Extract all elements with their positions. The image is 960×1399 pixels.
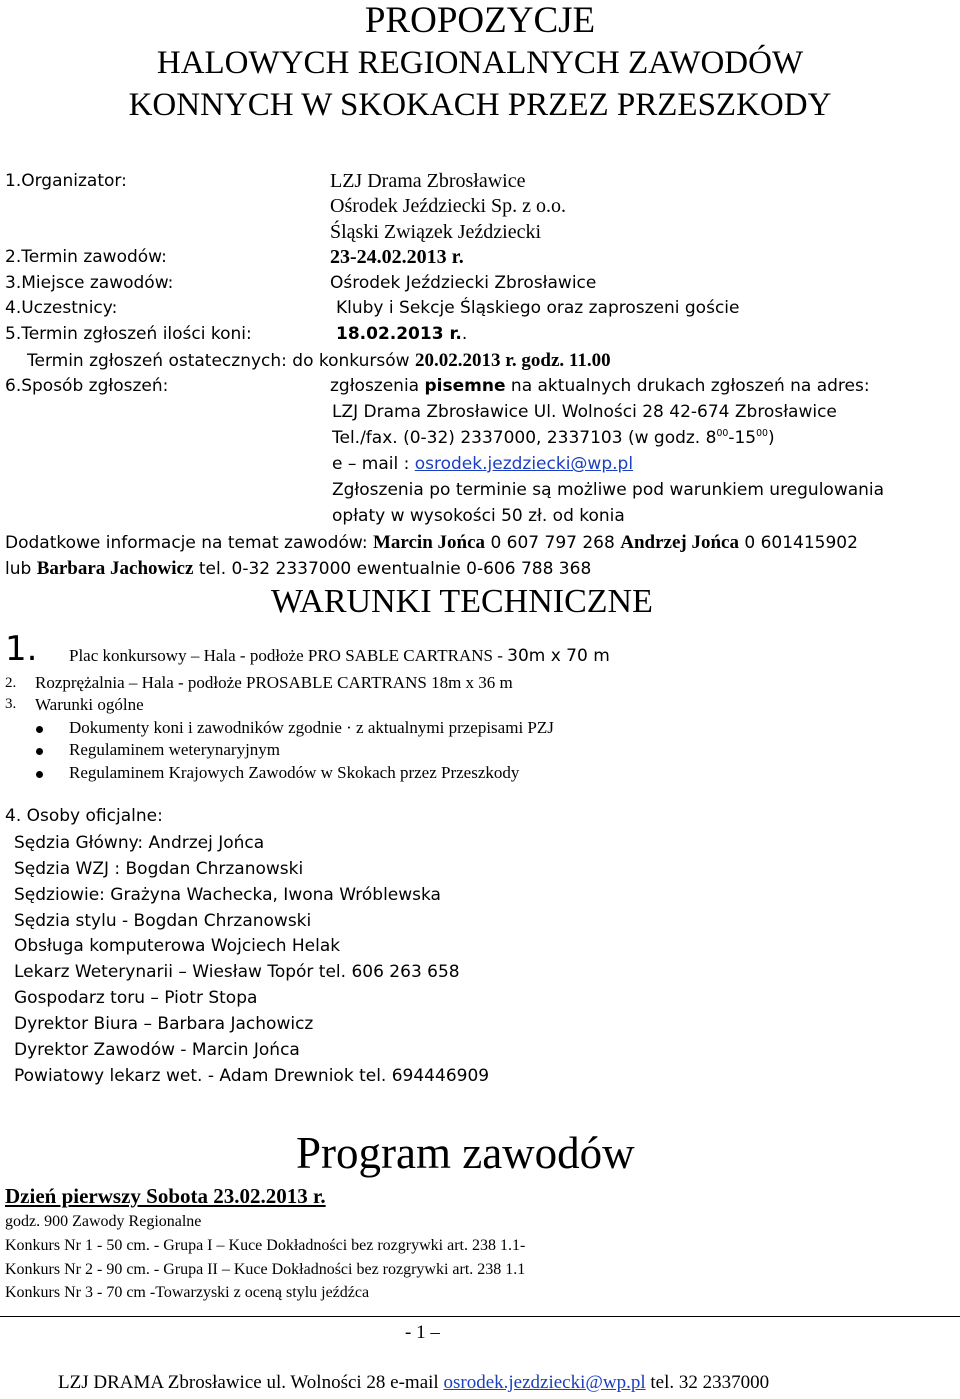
late-entry-1: Zgłoszenia po terminie są możliwe pod warunkiem uregulowania	[332, 480, 885, 500]
contact-phone1: 0 607 797 268	[490, 533, 615, 553]
entries-value: 18.02.2013 r.	[336, 324, 462, 344]
document-subtitle-line1: HALOWYCH REGIONALNYCH ZAWODÓW	[156, 45, 804, 81]
contact-name3: Barbara Jachowicz	[36, 558, 194, 579]
tech-bullet-1: Dokumenty koni i zawodników zgodnie · z aktualnymi przepisami PZJ	[69, 718, 554, 737]
official-line: Sędzia stylu - Bogdan Chrzanowski	[14, 911, 312, 931]
tech-item3-num: 3.	[5, 696, 17, 712]
footer-email-link[interactable]: osrodek.jezdziecki@wp.pl	[443, 1372, 646, 1393]
program-day1: Dzień pierwszy Sobota 23.02.2013 r.	[5, 1184, 326, 1208]
footer-divider	[0, 1316, 960, 1317]
phone-line	[332, 430, 775, 447]
footer-post: tel. 32 2337000	[650, 1372, 770, 1393]
contact-phone2: 0 601415902	[744, 533, 858, 553]
final-entries-label: Termin zgłoszeń ostatecznych: do konkursów	[27, 351, 410, 371]
phone-pre: Tel./fax. (0-32) 2337000, 2337103 (w godz. 8	[332, 428, 717, 448]
tech-item1-size: 30m x 70 m	[507, 646, 610, 666]
participants-label: 4.Uczestnicy:	[5, 298, 118, 318]
method-label: 6.Sposób zgłoszeń:	[5, 376, 169, 396]
tech-item1-line	[69, 647, 610, 665]
method-line	[330, 378, 870, 395]
contact-line1	[5, 533, 858, 552]
date-label: 2.Termin zawodów:	[5, 247, 167, 267]
contact-line2	[5, 559, 591, 578]
footer-line	[58, 1373, 769, 1392]
official-line: Obsługa komputerowa Wojciech Helak	[14, 936, 341, 956]
address: LZJ Drama Zbrosławice Ul. Wolności 28 42-674 Zbrosławice	[332, 402, 837, 422]
program-event: Konkurs Nr 2 - 90 cm. - Grupa II – Kuce Dokładności bez rozgrywki art. 238 1.1	[5, 1261, 526, 1278]
organizer-label: 1.Organizator:	[5, 171, 127, 191]
email-label: e – mail :	[332, 454, 410, 474]
phone-sup1: 00	[716, 428, 729, 439]
final-entries-line	[27, 351, 611, 370]
document-subtitle-line2: KONNYCH W SKOKACH PRZEZ PRZESZKODY	[128, 87, 832, 123]
program-time-pre: godz.	[5, 1213, 41, 1230]
late-entry-2: opłaty w wysokości 50 zł. od konia	[332, 506, 625, 526]
method-post: na aktualnych drukach zgłoszeń na adres:	[510, 376, 870, 396]
bullet-icon	[36, 726, 43, 733]
entries-value-line	[336, 326, 467, 343]
document-title: PROPOZYCJE	[364, 0, 596, 41]
official-line: Sędziowie: Grażyna Wachecka, Iwona Wróblewska	[14, 885, 441, 905]
program-event: Konkurs Nr 3 - 70 cm -Towarzyski z oceną stylu jeźdźca	[5, 1284, 370, 1301]
tech-item1-num: 1.	[5, 629, 38, 669]
contact-phone3: 0-32 2337000 ewentualnie 0-606 788 368	[231, 559, 592, 579]
tech-item1-text: Plac konkursowy – Hala - podłoże PRO SABLE CARTRANS -	[69, 646, 503, 665]
tech-item2-num: 2.	[5, 675, 17, 691]
phone-post: )	[768, 428, 775, 448]
bullet-icon	[36, 748, 43, 755]
footer-pre: LZJ DRAMA Zbrosławice ul. Wolności 28 e-mail	[58, 1372, 439, 1393]
contact-or: lub	[5, 559, 32, 579]
contact-tel: tel.	[198, 559, 227, 579]
tech-bullet-2: Regulaminem weterynaryjnym	[69, 740, 281, 759]
phone-sup2: 00	[756, 428, 768, 439]
bullet-icon	[36, 771, 43, 778]
organizer-1: LZJ Drama Zbrosławice	[330, 170, 526, 192]
participants-value: Kluby i Sekcje Śląskiego oraz zaproszeni goście	[336, 298, 740, 318]
tech-item3-text: Warunki ogólne	[35, 695, 144, 714]
tech-heading: WARUNKI TECHNICZNE	[271, 583, 653, 620]
officials-heading: 4. Osoby oficjalne:	[5, 806, 163, 826]
organizer-3: Śląski Związek Jeździecki	[330, 221, 542, 243]
method-bold: pisemne	[424, 376, 506, 396]
contact-pre: Dodatkowe informacje na temat zawodów:	[5, 533, 368, 553]
method-pre: zgłoszenia	[330, 376, 420, 396]
organizer-2: Ośrodek Jeździecki Sp. z o.o.	[330, 195, 567, 217]
place-label: 3.Miejsce zawodów:	[5, 273, 174, 293]
email-link[interactable]: osrodek.jezdziecki@wp.pl	[414, 454, 634, 474]
entries-label: 5.Termin zgłoszeń ilości koni:	[5, 324, 252, 344]
program-heading: Program zawodów	[296, 1128, 635, 1178]
contact-name2: Andrzej Jońca	[620, 532, 739, 553]
program-event: Konkurs Nr 1 - 50 cm. - Grupa I – Kuce Dokładności bez rozgrywki art. 238 1.1-	[5, 1237, 526, 1254]
official-line: Lekarz Weterynarii – Wiesław Topór tel. 606 263 658	[14, 962, 460, 982]
date-value: 23-24.02.2013 r.	[330, 246, 464, 268]
entries-tail: .	[461, 324, 468, 344]
official-line: Powiatowy lekarz wet. - Adam Drewniok tel. 694446909	[14, 1066, 490, 1086]
email-line	[332, 456, 633, 473]
contact-name1: Marcin Jońca	[372, 532, 486, 553]
official-line: Sędzia WZJ : Bogdan Chrzanowski	[14, 859, 304, 879]
program-time-line	[5, 1214, 201, 1230]
official-line: Dyrektor Biura – Barbara Jachowicz	[14, 1014, 314, 1034]
program-time-post: Zawody Regionalne	[72, 1213, 202, 1230]
tech-item2-text: Rozprężalnia – Hala - podłoże PROSABLE CARTRANS 18m x 36 m	[35, 673, 513, 692]
page-number: - 1 –	[405, 1322, 440, 1343]
program-time-val: 900	[44, 1213, 69, 1230]
phone-mid: -15	[728, 428, 757, 448]
final-entries-value: 20.02.2013 r. godz. 11.00	[414, 350, 611, 371]
tech-bullet-3: Regulaminem Krajowych Zawodów w Skokach przez Przeszkody	[69, 763, 520, 782]
official-line: Dyrektor Zawodów - Marcin Jońca	[14, 1040, 300, 1060]
official-line: Gospodarz toru – Piotr Stopa	[14, 988, 258, 1008]
place-value: Ośrodek Jeździecki Zbrosławice	[330, 273, 597, 293]
official-line: Sędzia Główny: Andrzej Jońca	[14, 833, 265, 853]
